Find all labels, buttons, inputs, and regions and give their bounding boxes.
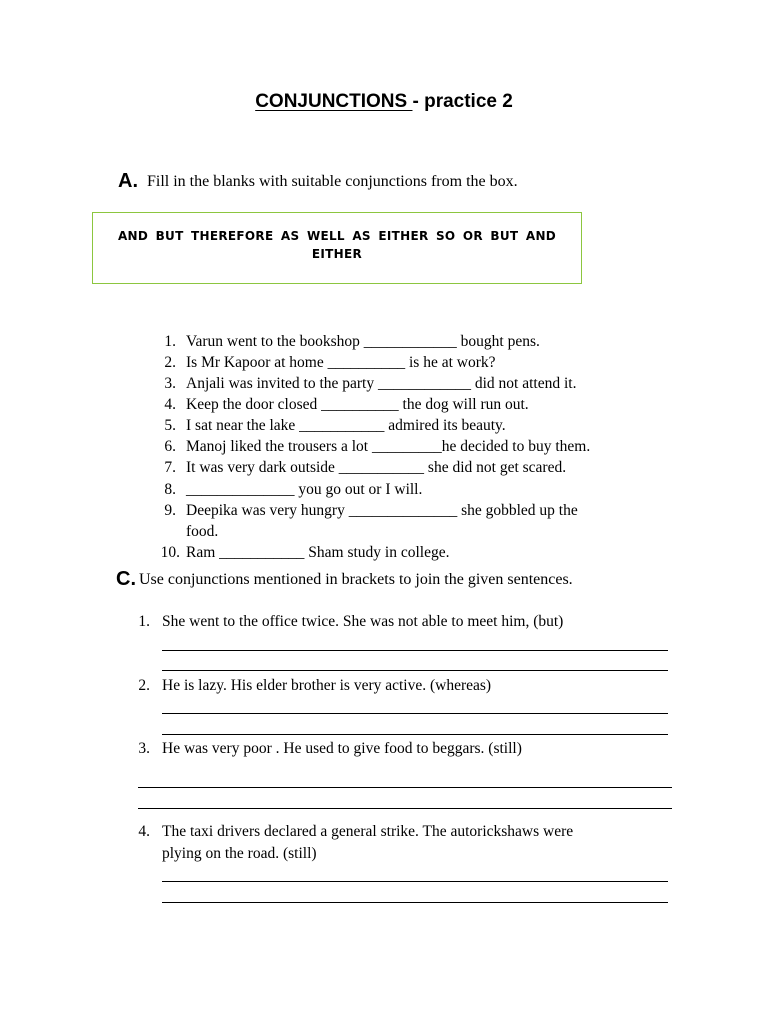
word-box xyxy=(92,212,582,284)
answer-line[interactable] xyxy=(138,787,672,788)
word-box-text: AND BUT THEREFORE AS WELL AS EITHER SO OR BUT AND EITHER xyxy=(117,229,557,261)
title-main: CONJUNCTIONS xyxy=(255,91,413,112)
section-a-letter: A. xyxy=(118,170,138,192)
title-sub: - practice 2 xyxy=(412,91,513,112)
answer-line[interactable] xyxy=(138,808,672,809)
answer-line[interactable] xyxy=(162,713,668,714)
section-c-letter: C. xyxy=(116,568,136,590)
answer-line[interactable] xyxy=(162,902,668,903)
answer-line[interactable] xyxy=(162,670,668,671)
section-c-instruction: Use conjunctions mentioned in brackets to join the given sentences. xyxy=(139,571,573,588)
answer-line[interactable] xyxy=(162,881,668,882)
page-title xyxy=(0,91,768,113)
answer-line[interactable] xyxy=(162,734,668,735)
answer-line[interactable] xyxy=(162,650,668,651)
section-a-instruction: Fill in the blanks with suitable conjunctions from the box. xyxy=(147,173,518,190)
